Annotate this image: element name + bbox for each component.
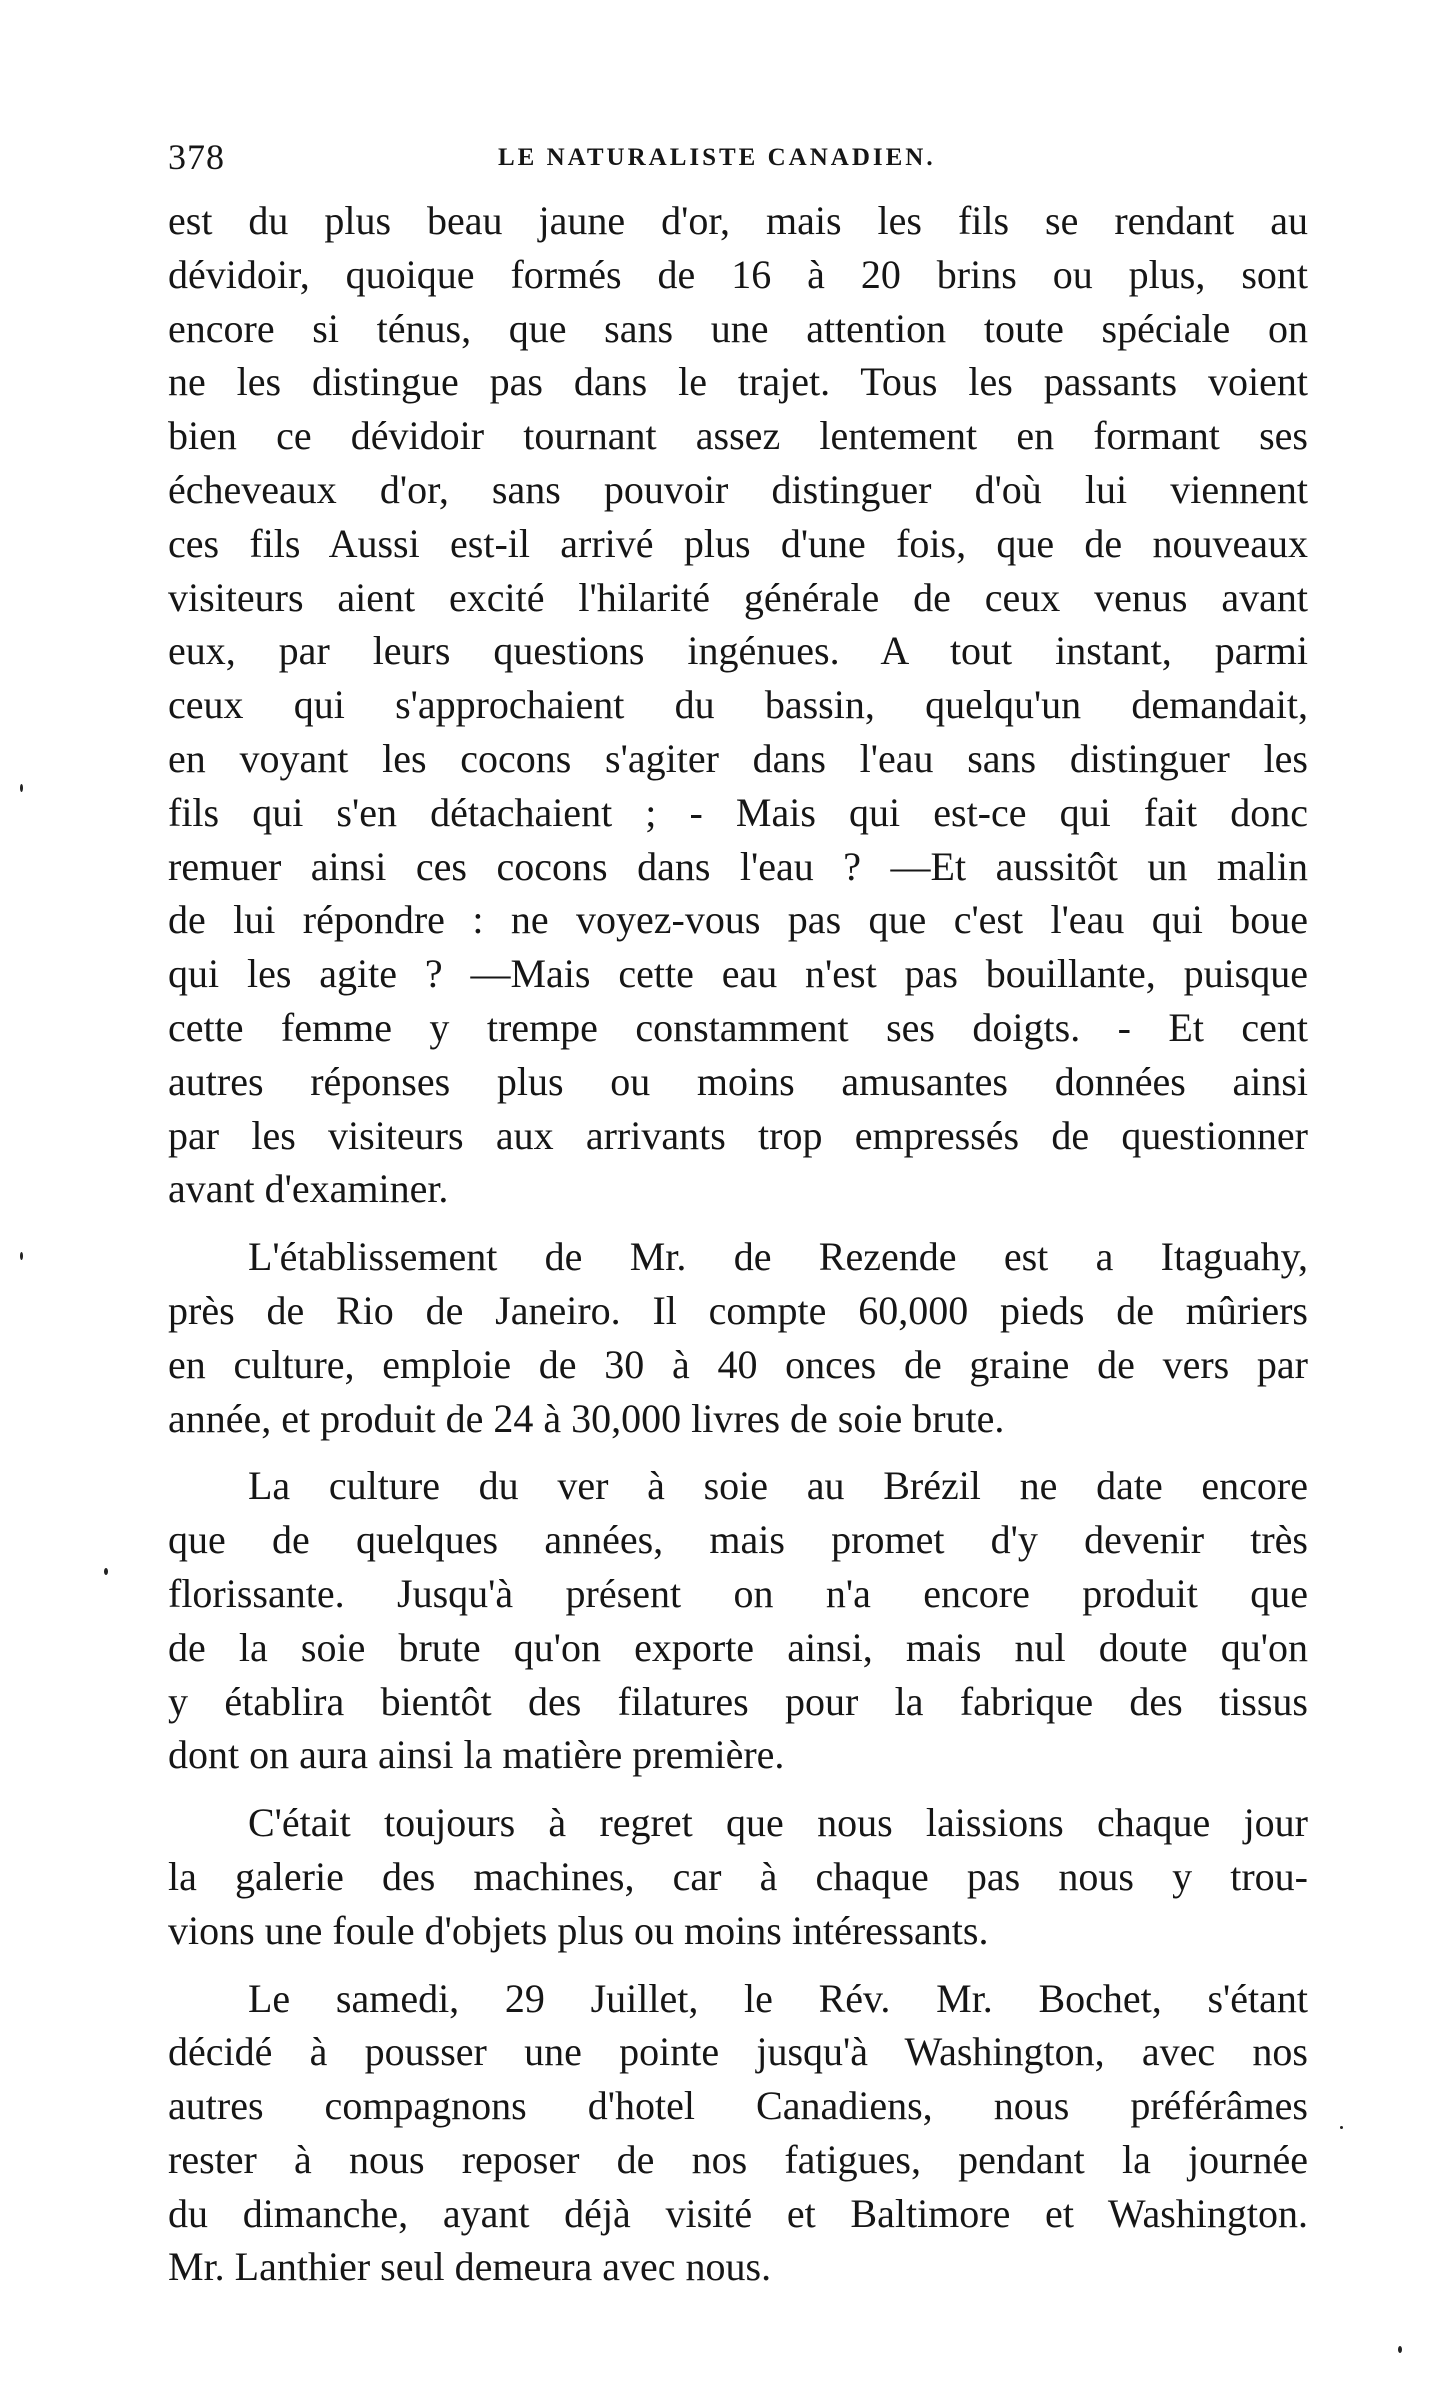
text-line: autres réponses plus ou moins amusantes données ainsi	[168, 1058, 1308, 1104]
text-line: du dimanche, ayant déjà visité et Baltimore et Washington.	[168, 2190, 1308, 2236]
paragraph-2	[168, 1230, 1308, 1445]
scan-speck	[104, 1568, 108, 1575]
paragraph-3	[168, 1459, 1308, 1782]
text-line: eux, par leurs questions ingénues. A tout instant, parmi	[168, 628, 1308, 674]
text-line: décidé à pousser une pointe jusqu'à Washington, avec nos	[168, 2029, 1308, 2075]
text-line: y établira bientôt des filatures pour la fabrique des tissus	[168, 1678, 1308, 1724]
text-line: ces fils Aussi est-il arrivé plus d'une fois, que de nouveaux	[168, 520, 1308, 566]
text-line: ceux qui s'approchaient du bassin, quelqu'un demandait,	[168, 682, 1308, 728]
text-line: bien ce dévidoir tournant assez lentement en formant ses	[168, 413, 1308, 459]
text-line: L'établissement de Mr. de Rezende est a Itaguahy,	[248, 1234, 1308, 1280]
scan-speck	[20, 784, 23, 792]
text-line: vions une foule d'objets plus ou moins intéressants.	[168, 1907, 989, 1953]
text-line: de la soie brute qu'on exporte ainsi, mais nul doute qu'on	[168, 1624, 1308, 1670]
text-line: C'était toujours à regret que nous laissions chaque jour	[248, 1800, 1308, 1846]
text-line: autres compagnons d'hotel Canadiens, nous préférâmes	[168, 2083, 1308, 2129]
text-line: dévidoir, quoique formés de 16 à 20 brins ou plus, sont	[168, 251, 1308, 297]
book-page	[168, 128, 1308, 2308]
text-line: près de Rio de Janeiro. Il compte 60,000 pieds de mûriers	[168, 1287, 1308, 1333]
text-line: la galerie des machines, car à chaque pas nous y trou-	[168, 1853, 1308, 1899]
text-line: de lui répondre : ne voyez-vous pas que c'est l'eau qui boue	[168, 897, 1308, 943]
text-line: Mr. Lanthier seul demeura avec nous.	[168, 2244, 772, 2290]
text-line: ne les distingue pas dans le trajet. Tous les passants voient	[168, 359, 1308, 405]
paragraph-4	[168, 1796, 1308, 1957]
page-number: 378	[168, 137, 225, 177]
text-line: fils qui s'en détachaient ; - Mais qui est-ce qui fait donc	[168, 789, 1308, 835]
scan-speck	[1398, 2346, 1402, 2353]
text-line: est du plus beau jaune d'or, mais les fils se rendant au	[168, 198, 1308, 243]
text-line: remuer ainsi ces cocons dans l'eau ? —Et aussitôt un malin	[168, 843, 1308, 889]
text-line: année, et produit de 24 à 30,000 livres de soie brute.	[168, 1395, 1005, 1441]
scan-speck	[1340, 2126, 1343, 2129]
journal-title: LE NATURALISTE CANADIEN.	[498, 144, 936, 171]
text-line: écheveaux d'or, sans pouvoir distinguer d'où lui viennent	[168, 466, 1308, 512]
paragraph-1	[168, 194, 1308, 1216]
text-line: visiteurs aient excité l'hilarité générale de ceux venus avant	[168, 574, 1308, 620]
text-line: rester à nous reposer de nos fatigues, pendant la journée	[168, 2136, 1308, 2182]
paragraph-5	[168, 1972, 1308, 2295]
text-line: avant d'examiner.	[168, 1166, 449, 1212]
text-line: que de quelques années, mais promet d'y devenir très	[168, 1517, 1308, 1563]
text-line: en culture, emploie de 30 à 40 onces de graine de vers par	[168, 1341, 1308, 1387]
text-line: La culture du ver à soie au Brézil ne date encore	[248, 1463, 1308, 1509]
text-line: encore si ténus, que sans une attention toute spéciale on	[168, 305, 1308, 351]
text-line: en voyant les cocons s'agiter dans l'eau sans distinguer les	[168, 735, 1308, 781]
text-line: florissante. Jusqu'à présent on n'a encore produit que	[168, 1570, 1308, 1616]
text-line: qui les agite ? —Mais cette eau n'est pas bouillante, puisque	[168, 951, 1308, 997]
scan-speck	[20, 1252, 23, 1260]
body-text	[168, 194, 1308, 2294]
text-line: Le samedi, 29 Juillet, le Rév. Mr. Bochet, s'étant	[248, 1975, 1308, 2021]
text-line: par les visiteurs aux arrivants trop empressés de questionner	[168, 1112, 1308, 1158]
running-head	[168, 128, 1308, 188]
text-line: cette femme y trempe constamment ses doigts. - Et cent	[168, 1004, 1308, 1050]
text-line: dont on aura ainsi la matière première.	[168, 1732, 785, 1778]
